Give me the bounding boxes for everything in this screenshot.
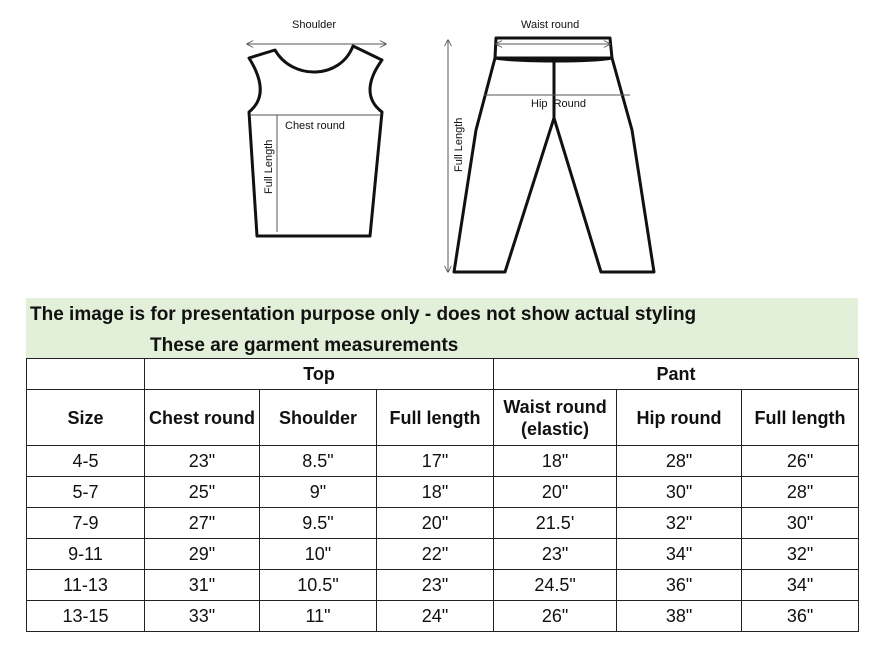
table-row	[27, 446, 859, 477]
chest-round-header: Chest round	[145, 390, 260, 446]
chest-cell: 31"	[145, 570, 260, 601]
top-group-header: Top	[145, 359, 494, 390]
waist-cell: 26"	[494, 601, 617, 632]
size-cell: 5-7	[27, 477, 145, 508]
hip-cell: 38"	[617, 601, 742, 632]
top-full-length-header: Full length	[377, 390, 494, 446]
shoulder-label: Shoulder	[292, 19, 337, 31]
table-row	[27, 539, 859, 570]
waist-cell: 24.5"	[494, 570, 617, 601]
table-row	[27, 508, 859, 539]
size-cell: 13-15	[27, 601, 145, 632]
pant-length-cell: 28"	[742, 477, 859, 508]
size-cell: 9-11	[27, 539, 145, 570]
shoulder-cell: 9"	[260, 477, 377, 508]
top-length-cell: 20"	[377, 508, 494, 539]
hip-cell: 36"	[617, 570, 742, 601]
shoulder-cell: 10.5"	[260, 570, 377, 601]
chest-round-label: Chest round	[285, 120, 345, 132]
hip-cell: 28"	[617, 446, 742, 477]
top-length-cell: 18"	[377, 477, 494, 508]
table-row	[27, 477, 859, 508]
size-cell: 7-9	[27, 508, 145, 539]
pant-length-cell: 34"	[742, 570, 859, 601]
top-length-cell: 24"	[377, 601, 494, 632]
pant-full-length-label: Full Length	[453, 117, 465, 172]
hip-cell: 30"	[617, 477, 742, 508]
pant-length-cell: 30"	[742, 508, 859, 539]
shoulder-cell: 11"	[260, 601, 377, 632]
hip-round-label: Hip Round	[531, 98, 587, 110]
top-length-cell: 23"	[377, 570, 494, 601]
top-length-cell: 17"	[377, 446, 494, 477]
group-header-row	[27, 359, 859, 390]
waist-cell: 20"	[494, 477, 617, 508]
shoulder-cell: 9.5"	[260, 508, 377, 539]
hip-cell: 34"	[617, 539, 742, 570]
hip-round-header: Hip round	[617, 390, 742, 446]
pant-length-cell: 36"	[742, 601, 859, 632]
waist-round-label: Waist round	[521, 19, 580, 31]
waist-cell: 18"	[494, 446, 617, 477]
waist-round-header: Waist round (elastic)	[494, 390, 617, 446]
shoulder-cell: 10"	[260, 539, 377, 570]
presentation-notice	[26, 298, 858, 358]
size-cell: 4-5	[27, 446, 145, 477]
size-header: Size	[27, 390, 145, 446]
chest-cell: 29"	[145, 539, 260, 570]
pant-group-header: Pant	[494, 359, 859, 390]
hip-cell: 32"	[617, 508, 742, 539]
table-row	[27, 570, 859, 601]
corner-cell	[27, 359, 145, 390]
shoulder-cell: 8.5"	[260, 446, 377, 477]
size-cell: 11-13	[27, 570, 145, 601]
presentation-disclaimer: The image is for presentation purpose only - does not show actual styling	[30, 304, 697, 325]
top-length-cell: 22"	[377, 539, 494, 570]
chest-cell: 33"	[145, 601, 260, 632]
waist-cell: 21.5'	[494, 508, 617, 539]
measurement-note: These are garment measurements	[150, 335, 459, 356]
chest-cell: 27"	[145, 508, 260, 539]
size-chart-table	[26, 358, 859, 632]
shoulder-header: Shoulder	[260, 390, 377, 446]
garment-illustration	[0, 0, 882, 290]
pant-length-cell: 32"	[742, 539, 859, 570]
column-header-row	[27, 390, 859, 446]
top-full-length-label: Full Length	[263, 139, 275, 194]
table-row	[27, 601, 859, 632]
measurement-diagram	[0, 0, 882, 290]
waist-cell: 23"	[494, 539, 617, 570]
pant-length-cell: 26"	[742, 446, 859, 477]
pant-garment-drawing	[448, 38, 654, 272]
pant-full-length-header: Full length	[742, 390, 859, 446]
chest-cell: 23"	[145, 446, 260, 477]
chest-cell: 25"	[145, 477, 260, 508]
